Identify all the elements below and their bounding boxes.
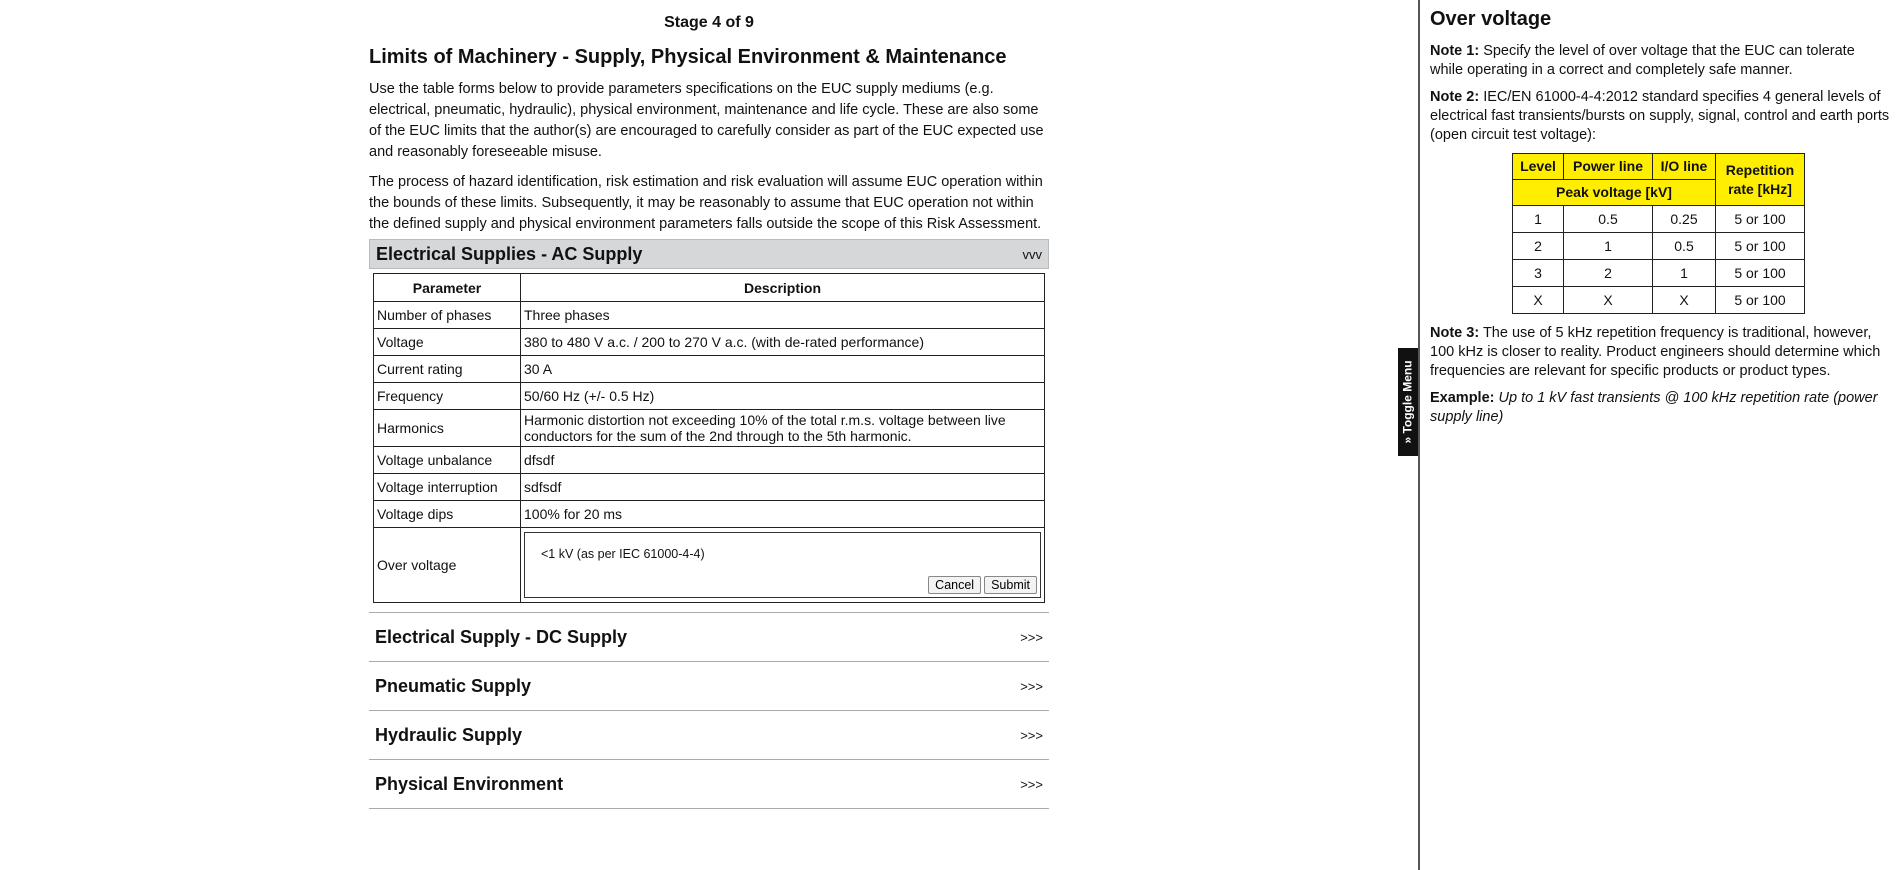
expand-toggle[interactable]: >>> <box>1020 776 1043 792</box>
expand-toggle[interactable]: >>> <box>1020 678 1043 694</box>
table-header-row <box>1513 154 1805 180</box>
transient-levels-table <box>1512 153 1805 314</box>
table-row[interactable] <box>374 474 1045 501</box>
table-row <box>1513 287 1805 314</box>
intro-paragraph-1: Use the table forms below to provide parameters specifications on the EUC supply mediums (e.g. electrical, pneumatic, hydraulic), physical environment, maintenance and life cycle. These are also some of the EUC limits that the author(s) are encouraged to carefully consider as part of the EUC expected use and reasonably foreseeable misuse. <box>369 81 1044 160</box>
table-row-editing[interactable] <box>374 528 1045 603</box>
example-label: Example: <box>1430 390 1495 406</box>
table-header-row <box>374 274 1045 302</box>
column-header-io-line: I/O line <box>1653 154 1716 180</box>
section-title: Physical Environment <box>375 773 564 794</box>
note-1 <box>1430 42 1890 80</box>
desc-cell[interactable]: sdfsdf <box>521 474 1045 501</box>
io-line-cell: X <box>1653 287 1716 314</box>
param-cell: Voltage interruption <box>374 474 521 501</box>
note-text: The use of 5 kHz repetition frequency is traditional, however, 100 kHz is closer to reality. Product engineers should determine which frequencies are relevant for specific products or product types. <box>1430 325 1881 379</box>
level-cell: 3 <box>1513 260 1564 287</box>
desc-cell-editor[interactable] <box>521 528 1045 603</box>
help-title: Over voltage <box>1430 8 1552 30</box>
intro-paragraph-2: The process of hazard identification, risk estimation and risk evaluation will assume EUC operation within the bounds of these limits. Subsequently, it may be reasonably to assume that EUC operation not within the defined supply and physical environment parameters falls outside the scope of this Risk Assessment. <box>369 174 1043 232</box>
param-cell: Voltage <box>374 329 521 356</box>
table-row[interactable] <box>374 410 1045 447</box>
param-cell: Frequency <box>374 383 521 410</box>
param-cell: Voltage dips <box>374 501 521 528</box>
param-cell: Voltage unbalance <box>374 447 521 474</box>
submit-button[interactable]: Submit <box>984 576 1037 594</box>
section-header-physical-environment[interactable] <box>369 760 1049 809</box>
table-row[interactable] <box>374 501 1045 528</box>
power-line-cell: X <box>1564 287 1653 314</box>
toggle-menu-label: » Toggle Menu <box>1401 360 1416 444</box>
table-row <box>1513 206 1805 233</box>
rate-cell: 5 or 100 <box>1716 287 1805 314</box>
section-header-ac-supply[interactable] <box>369 239 1049 269</box>
param-cell: Over voltage <box>374 528 521 603</box>
table-row[interactable] <box>374 302 1045 329</box>
desc-cell[interactable]: Harmonic distortion not exceeding 10% of the total r.m.s. voltage between live conductors for the sum of the 2nd through to the 5th harmonic. <box>521 410 1045 447</box>
desc-cell[interactable]: 30 A <box>521 356 1045 383</box>
table-row <box>1513 233 1805 260</box>
table-row <box>1513 260 1805 287</box>
over-voltage-input[interactable]: <1 kV (as per IEC 61000-4-4) <box>541 547 705 561</box>
help-panel <box>1430 0 1890 435</box>
io-line-cell: 0.25 <box>1653 206 1716 233</box>
table-row[interactable] <box>374 356 1045 383</box>
level-cell: 1 <box>1513 206 1564 233</box>
column-header-power-line: Power line <box>1564 154 1653 180</box>
io-line-cell: 0.5 <box>1653 233 1716 260</box>
section-header-pneumatic-supply[interactable] <box>369 662 1049 711</box>
param-cell: Harmonics <box>374 410 521 447</box>
param-cell: Number of phases <box>374 302 521 329</box>
panel-divider <box>1418 0 1420 870</box>
table-row[interactable] <box>374 329 1045 356</box>
note-3 <box>1430 324 1890 381</box>
note-label: Note 2: <box>1430 89 1480 105</box>
desc-cell[interactable]: 100% for 20 ms <box>521 501 1045 528</box>
io-line-cell: 1 <box>1653 260 1716 287</box>
editor-buttons <box>928 576 1037 594</box>
param-cell: Current rating <box>374 356 521 383</box>
stage-indicator: Stage 4 of 9 <box>664 14 754 31</box>
note-2 <box>1430 88 1890 145</box>
column-header-parameter: Parameter <box>374 274 521 302</box>
cancel-button[interactable]: Cancel <box>928 576 981 594</box>
rate-cell: 5 or 100 <box>1716 206 1805 233</box>
page-title: Limits of Machinery - Supply, Physical Environment & Maintenance <box>369 46 1007 68</box>
main-content <box>369 0 1049 809</box>
desc-cell[interactable]: 380 to 480 V a.c. / 200 to 270 V a.c. (with de-rated performance) <box>521 329 1045 356</box>
section-header-hydraulic-supply[interactable] <box>369 711 1049 760</box>
section-title: Electrical Supplies - AC Supply <box>376 243 643 264</box>
level-cell: 2 <box>1513 233 1564 260</box>
over-voltage-editor[interactable] <box>524 532 1041 598</box>
power-line-cell: 2 <box>1564 260 1653 287</box>
example <box>1430 389 1890 427</box>
note-text: Specify the level of over voltage that the EUC can tolerate while operating in a correct and completely safe manner. <box>1430 43 1855 78</box>
table-row[interactable] <box>374 383 1045 410</box>
note-label: Note 3: <box>1430 325 1480 341</box>
power-line-cell: 1 <box>1564 233 1653 260</box>
ac-supply-table <box>373 273 1045 603</box>
column-header-description: Description <box>521 274 1045 302</box>
section-title: Electrical Supply - DC Supply <box>375 626 628 647</box>
desc-cell[interactable]: Three phases <box>521 302 1045 329</box>
level-cell: X <box>1513 287 1564 314</box>
section-header-dc-supply[interactable] <box>369 613 1049 662</box>
peak-voltage-header: Peak voltage [kV] <box>1513 180 1716 206</box>
intro-text <box>369 79 1049 235</box>
collapse-toggle[interactable]: vvv <box>1022 246 1042 262</box>
note-text: IEC/EN 61000-4-4:2012 standard specifies 4 general levels of electrical fast transients/bursts on supply, signal, control and earth ports (open circuit test voltage): <box>1430 89 1890 143</box>
power-line-cell: 0.5 <box>1564 206 1653 233</box>
table-row[interactable] <box>374 447 1045 474</box>
desc-cell[interactable]: dfsdf <box>521 447 1045 474</box>
toggle-menu-button[interactable] <box>1398 348 1418 456</box>
rate-cell: 5 or 100 <box>1716 260 1805 287</box>
section-title: Pneumatic Supply <box>375 675 532 696</box>
expand-toggle[interactable]: >>> <box>1020 629 1043 645</box>
rate-cell: 5 or 100 <box>1716 233 1805 260</box>
section-title: Hydraulic Supply <box>375 724 523 745</box>
desc-cell[interactable]: 50/60 Hz (+/- 0.5 Hz) <box>521 383 1045 410</box>
column-header-level: Level <box>1513 154 1564 180</box>
expand-toggle[interactable]: >>> <box>1020 727 1043 743</box>
note-label: Note 1: <box>1430 43 1480 59</box>
column-header-repetition-rate: Repetition rate [kHz] <box>1716 154 1805 206</box>
example-text: Up to 1 kV fast transients @ 100 kHz repetition rate (power supply line) <box>1430 390 1878 425</box>
